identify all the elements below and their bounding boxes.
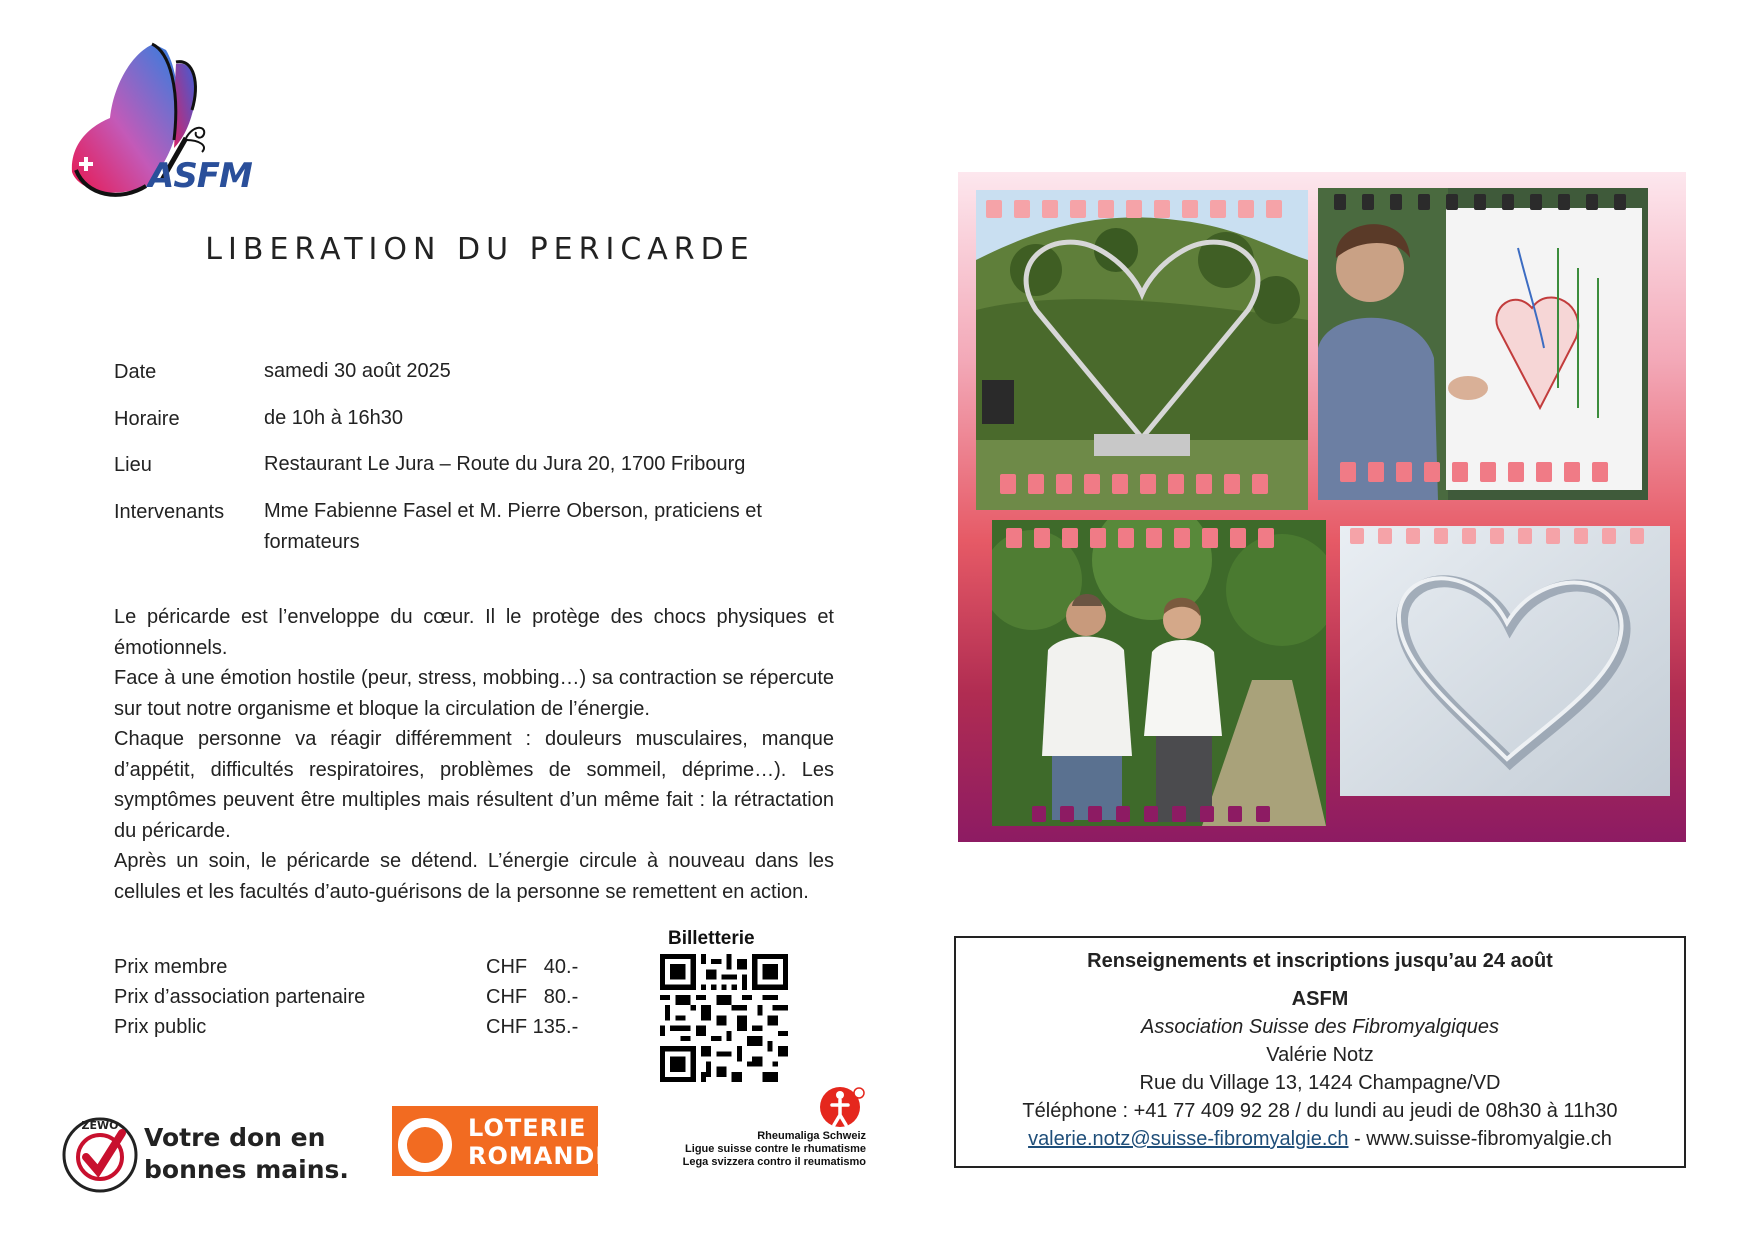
asfm-logo	[66, 40, 266, 210]
loterie-ring-icon	[398, 1118, 452, 1172]
date-value: samedi 30 août 2025	[264, 360, 451, 382]
price-member-label: Prix membre	[114, 956, 228, 978]
contact-org-short: ASFM	[1291, 988, 1349, 1010]
contact-phone: Téléphone : +41 77 409 92 28 / du lundi au jeudi de 08h30 à 11h30	[1022, 1100, 1618, 1122]
billetterie-label: Billetterie	[668, 928, 755, 949]
photo-snow-heart	[1340, 526, 1670, 796]
description-paragraph: Après un soin, le péricarde se détend. L’énergie circule à nouveau dans les cellules et les facultés d’auto-guérisons de la personne se remettent en action.	[114, 850, 834, 903]
photo-metal-heart	[976, 190, 1308, 510]
rheumaliga-line: Rheumaliga Schweiz	[757, 1130, 866, 1142]
price-public-value: CHF 135.-	[486, 1016, 579, 1038]
loterie-romande-logo	[392, 1106, 613, 1176]
intervenants-label: Intervenants	[114, 501, 225, 523]
loterie-line: ROMANDE	[468, 1142, 613, 1170]
contact-org-long: Association Suisse des Fibromyalgiques	[1141, 1016, 1499, 1038]
page-title: LIBERATION DU PERICARDE	[205, 232, 755, 267]
price-partner-value: CHF 80.-	[486, 986, 579, 1008]
photo-couple	[992, 520, 1326, 826]
zewo-seal	[60, 1115, 140, 1195]
price-member-value: CHF 40.-	[486, 956, 579, 978]
photo-collage	[958, 172, 1686, 842]
date-label: Date	[114, 361, 157, 383]
rheumaliga-icon	[818, 1085, 866, 1129]
contact-links	[956, 1128, 1684, 1151]
description-paragraph: Face à une émotion hostile (peur, stress, mobbing…) sa contraction se répercute sur tout notre organisme et bloque la circulation de l’énergie.	[114, 667, 834, 720]
email-link[interactable]: valerie.notz@suisse-fibromyalgie.ch	[1028, 1128, 1349, 1150]
horaire-label: Horaire	[114, 408, 180, 430]
contact-heading: Renseignements et inscriptions jusqu’au 24 août	[1087, 950, 1553, 972]
logo-brand: ASFM	[148, 156, 252, 196]
contact-separator: -	[1348, 1128, 1367, 1150]
zewo-slogan	[144, 1122, 349, 1186]
description-paragraph: Le péricarde est l’enveloppe du cœur. Il le protège des chocs physiques et émotionnels.	[114, 606, 834, 659]
contact-address: Rue du Village 13, 1424 Champagne/VD	[1139, 1072, 1501, 1094]
lieu-label: Lieu	[114, 454, 152, 476]
zewo-slogan-line: bonnes mains.	[144, 1155, 349, 1184]
description-text	[114, 602, 834, 907]
qr-code-icon[interactable]	[660, 954, 788, 1082]
zewo-slogan-line: Votre don en	[144, 1123, 326, 1152]
photo-heart-diagram	[1318, 188, 1648, 500]
zewo-badge-text: ZEWO	[81, 1119, 119, 1132]
contact-person: Valérie Notz	[1266, 1044, 1374, 1066]
description-paragraph: Chaque personne va réagir différemment : douleurs musculaires, manque d’appétit, difficultés respiratoires, problèmes de sommeil, déprime…). Les symptômes peuvent être multiples mais résultent d’un même fait : la rétractation du péricarde.	[114, 728, 834, 842]
price-partner-label: Prix d’association partenaire	[114, 986, 366, 1008]
price-public-label: Prix public	[114, 1016, 207, 1038]
contact-box	[954, 936, 1686, 1168]
zewo-seal-icon	[60, 1115, 140, 1195]
rheumaliga-text	[650, 1130, 866, 1169]
horaire-value: de 10h à 16h30	[264, 407, 404, 429]
rheumaliga-line: Lega svizzera contro il reumatismo	[682, 1156, 866, 1168]
loterie-line: LOTERIE	[468, 1114, 587, 1142]
lieu-value: Restaurant Le Jura – Route du Jura 20, 1700 Fribourg	[264, 453, 746, 475]
intervenants-value: Mme Fabienne Fasel et M. Pierre Oberson, praticiens et formateurs	[264, 500, 762, 553]
website-link[interactable]: www.suisse-fibromyalgie.ch	[1366, 1128, 1612, 1150]
rheumaliga-line: Ligue suisse contre le rhumatisme	[685, 1143, 866, 1155]
